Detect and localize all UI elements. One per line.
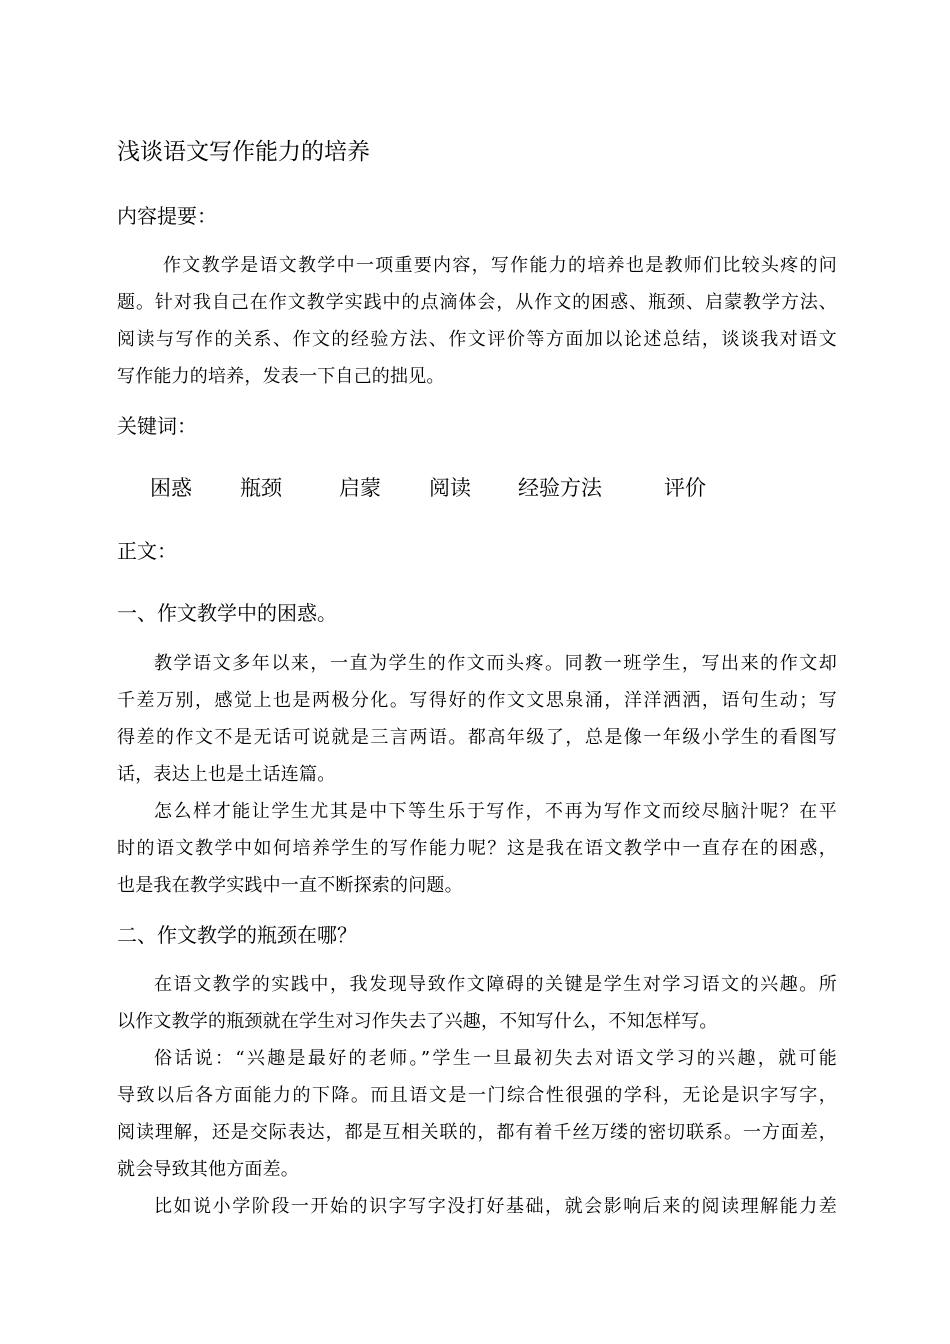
keyword: 瓶颈 <box>240 476 282 500</box>
paragraph-line: 以作文教学的瓶颈就在学生对习作失去了兴趣，不知写什么，不知怎样写。 <box>117 1011 718 1032</box>
body-heading: 正文： <box>117 539 177 563</box>
keyword: 启蒙 <box>339 476 381 500</box>
paragraph-line: 导致以后各方面能力的下降。而且语文是一门综合性很强的学科，无论是识字写字， <box>117 1085 837 1106</box>
keywords-heading: 关键词： <box>117 414 197 438</box>
paragraph-line: 话，表达上也是土话连篇。 <box>117 764 336 785</box>
paragraph-line: 也是我在教学实践中一直不断探索的问题。 <box>117 875 463 896</box>
body-paragraph <box>117 1040 837 1188</box>
abstract-heading: 内容提要： <box>117 204 217 228</box>
paragraph-line: 俗话说：“兴趣是最好的老师。”学生一旦最初失去对语文学习的兴趣，就可能 <box>154 1048 837 1069</box>
abstract-paragraph <box>117 247 837 395</box>
paragraph-line: 怎么样才能让学生尤其是中下等生乐于写作，不再为写作文而绞尽脑汁呢？在平 <box>154 801 837 822</box>
paragraph-line: 千差万别，感觉上也是两极分化。写得好的作文文思泉涌，洋洋洒洒，语句生动；写 <box>117 690 837 711</box>
abstract-line: 题。针对我自己在作文教学实践中的点滴体会，从作文的困惑、瓶颈、启蒙教学方法、 <box>117 292 837 313</box>
paragraph-line: 得差的作文不是无话可说就是三言两语。都高年级了，总是像一年级小学生的看图写 <box>117 727 837 748</box>
paragraph-line: 在语文教学的实践中，我发现导致作文障碍的关键是学生对学习语文的兴趣。所 <box>154 974 837 995</box>
keyword: 阅读 <box>429 476 471 500</box>
abstract-line: 阅读与写作的关系、作文的经验方法、作文评价等方面加以论述总结，谈谈我对语文 <box>117 329 837 350</box>
section-heading: 一、作文教学中的困惑。 <box>117 601 337 625</box>
keyword: 困惑 <box>150 476 192 500</box>
paragraph-line: 教学语文多年以来，一直为学生的作文而头疼。同教一班学生，写出来的作文却 <box>154 653 837 674</box>
body-paragraph <box>117 1188 837 1225</box>
section-heading: 二、作文教学的瓶颈在哪？ <box>117 923 357 947</box>
abstract-line: 作文教学是语文教学中一项重要内容，写作能力的培养也是教师们比较头疼的问 <box>163 255 837 276</box>
paragraph-line: 就会导致其他方面差。 <box>117 1159 299 1180</box>
body-paragraph <box>117 645 837 793</box>
keyword: 经验方法 <box>518 476 602 500</box>
document-title: 浅谈语文写作能力的培养 <box>117 139 370 165</box>
body-paragraph <box>117 966 837 1040</box>
paragraph-line: 时的语文教学中如何培养学生的写作能力呢？这是我在语文教学中一直存在的困惑， <box>117 838 837 859</box>
keyword: 评价 <box>664 476 706 500</box>
paragraph-line: 阅读理解，还是交际表达，都是互相关联的，都有着千丝万缕的密切联系。一方面差， <box>117 1122 837 1143</box>
abstract-line: 写作能力的培养，发表一下自己的拙见。 <box>117 366 445 387</box>
body-paragraph <box>117 793 837 904</box>
paragraph-line: 比如说小学阶段一开始的识字写字没打好基础，就会影响后来的阅读理解能力差 <box>154 1196 837 1217</box>
